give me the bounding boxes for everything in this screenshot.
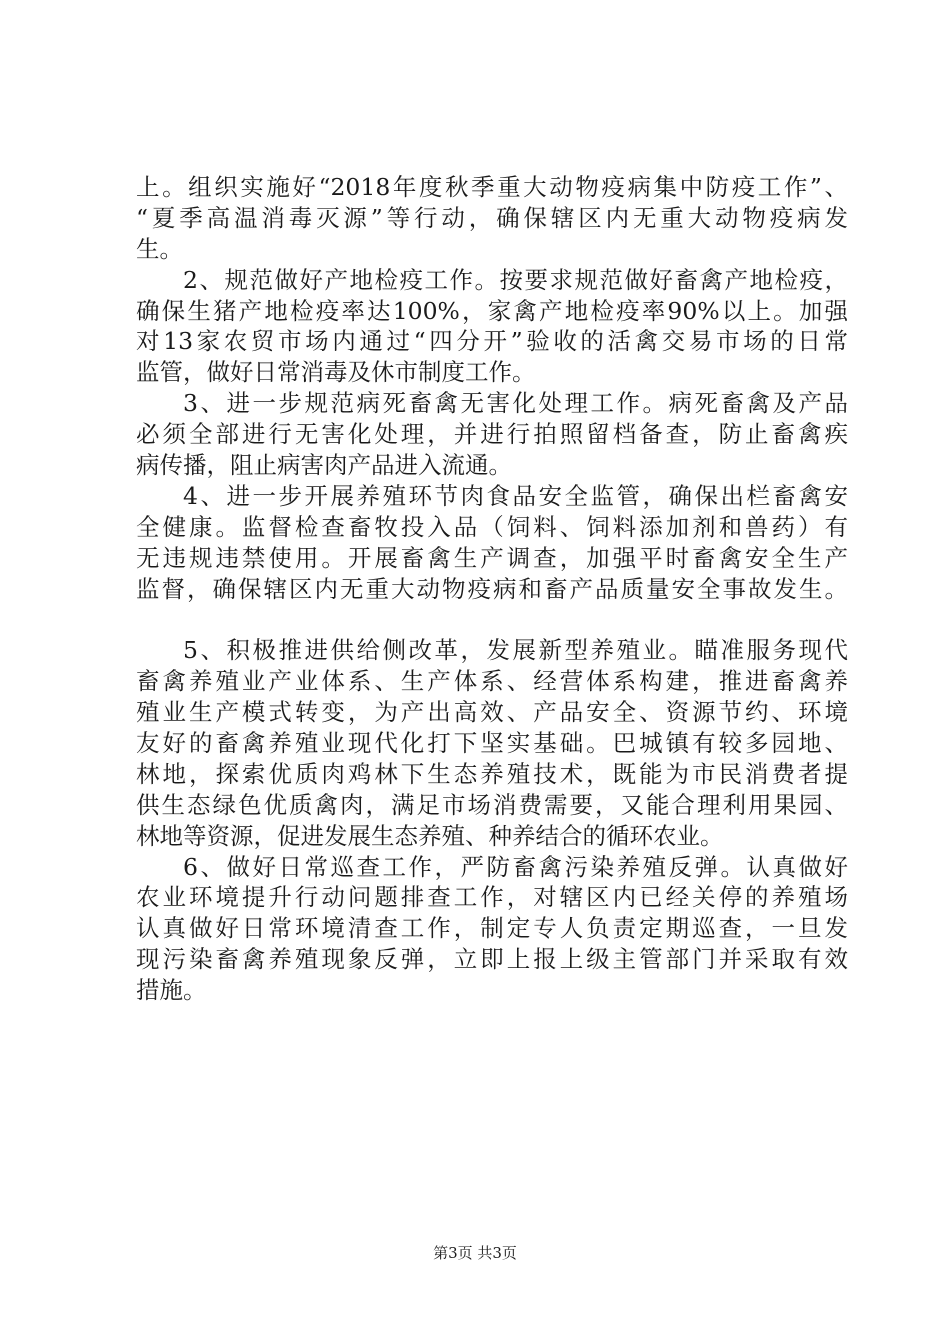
text-line: 殖业生产模式转变，为产出高效、产品安全、资源节约、环境 bbox=[136, 698, 848, 727]
document-body bbox=[136, 172, 848, 1006]
text-line: 4、进一步开展养殖环节肉食品安全监管，确保出栏畜禽安 bbox=[183, 481, 848, 510]
text-line: 监管，做好日常消毒及休市制度工作。 bbox=[136, 358, 536, 387]
text-line: 3、进一步规范病死畜禽无害化处理工作。病死畜禽及产品 bbox=[183, 389, 848, 418]
text-line: 对13家农贸市场内通过“四分开”验收的活禽交易市场的日常 bbox=[136, 327, 848, 356]
text-line: 农业环境提升行动问题排查工作，对辖区内已经关停的养殖场 bbox=[136, 883, 848, 912]
text-line: 生。 bbox=[136, 234, 183, 263]
page-number-footer: 第3页 共3页 bbox=[433, 1244, 517, 1262]
text-line: 现污染畜禽养殖现象反弹，立即上报上级主管部门并采取有效 bbox=[136, 945, 848, 974]
text-line: 全健康。监督检查畜牧投入品（饲料、饲料添加剂和兽药）有 bbox=[136, 512, 848, 541]
text-line: 认真做好日常环境清查工作，制定专人负责定期巡查，一旦发 bbox=[136, 914, 848, 943]
text-line: 畜禽养殖业产业体系、生产体系、经营体系构建，推进畜禽养 bbox=[136, 667, 848, 696]
text-line: 5、积极推进供给侧改革，发展新型养殖业。瞄准服务现代 bbox=[183, 636, 848, 665]
text-line: 措施。 bbox=[136, 976, 207, 1005]
text-line: 无违规违禁使用。开展畜禽生产调查，加强平时畜禽安全生产 bbox=[136, 543, 848, 572]
text-line: 供生态绿色优质禽肉，满足市场消费需要，又能合理利用果园、 bbox=[136, 790, 848, 819]
text-line: 6、做好日常巡查工作，严防畜禽污染养殖反弹。认真做好 bbox=[183, 852, 848, 881]
text-line: 监督，确保辖区内无重大动物疫病和畜产品质量安全事故发生。 bbox=[136, 574, 848, 603]
text-line: “夏季高温消毒灭源”等行动，确保辖区内无重大动物疫病发 bbox=[136, 203, 848, 232]
text-line: 上。组织实施好“2018年度秋季重大动物疫病集中防疫工作”、 bbox=[136, 173, 848, 201]
text-line: 林地等资源，促进发展生态养殖、种养结合的循环农业。 bbox=[136, 821, 724, 850]
text-line: 病传播，阻止病害肉产品进入流通。 bbox=[136, 451, 512, 480]
text-line: 必须全部进行无害化处理，并进行拍照留档备查，防止畜禽疾 bbox=[136, 420, 848, 449]
text-line: 林地，探索优质肉鸡林下生态养殖技术，既能为市民消费者提 bbox=[136, 759, 848, 788]
text-line: 友好的畜禽养殖业现代化打下坚实基础。巴城镇有较多园地、 bbox=[136, 729, 848, 758]
paragraph-gap bbox=[136, 604, 848, 635]
text-line: 确保生猪产地检疫率达100%，家禽产地检疫率90%以上。加强 bbox=[136, 296, 848, 325]
text-line: 2、规范做好产地检疫工作。按要求规范做好畜禽产地检疫， bbox=[183, 265, 848, 294]
